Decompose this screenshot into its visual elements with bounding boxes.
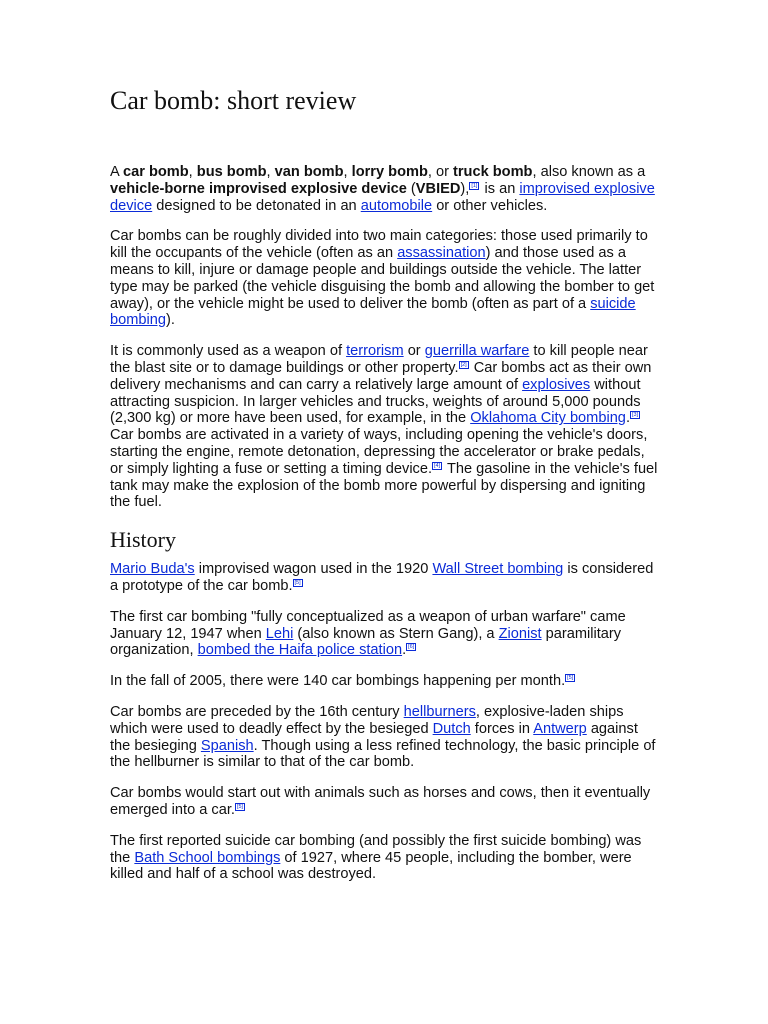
link-hellburners[interactable]: hellburners (403, 703, 476, 720)
citation-link[interactable]: [1] (471, 182, 478, 189)
categories-paragraph: Car bombs can be roughly divided into two main categories: those used primarily to kill the occupants of the vehicle (often as an assassination) and those used as a means to kill, injure or damage people and buildings outside the vehicle. The latter type may be parked (the vehicle disguising the bomb and allowing the bomber to get away), or the vehicle might be used to deliver the bomb (often as part of a suicide bombing). (110, 228, 655, 329)
link-dutch[interactable]: Dutch (432, 720, 471, 737)
section-heading-history: History (110, 527, 176, 553)
term-car-bomb: car bomb (122, 164, 189, 180)
page-title: Car bomb: short review (110, 86, 357, 115)
link-automobile[interactable]: automobile (360, 197, 433, 214)
citation-link[interactable]: [5] (236, 803, 244, 810)
link-terrorism[interactable]: terrorism (346, 343, 404, 360)
link-oklahoma-city-bombing[interactable]: Oklahoma City bombing (470, 410, 626, 427)
citation-link[interactable]: [5] (294, 579, 301, 586)
usage-paragraph: It is commonly used as a weapon of terrorism or guerrilla warfare to kill people near the blast site or to damage buildings or other property. [2] Car bombs act as their own delivery mechanisms and can carry a relatively large amount of explosives without attracting suspicion. In larger vehicles and trucks, weights of around 5,000 pounds (2,300 kg) or more have been used, for example, in the Oklahoma City bombing. [3] Car bombs are activated in a variety of ways, including opening the vehicle's doors, starting the engine, remote detonation, depressing the accelerator or brake pedals, or simply lighting a fuse or setting a timing device. [4] The gasoline in the vehicle's fuel tank may make the explosion of the bomb more powerful by dispersing and igniting the fuel. (110, 343, 658, 511)
term-truck-bomb: truck bomb (453, 164, 533, 180)
link-bath-school-bombings[interactable]: Bath School bombings (134, 849, 281, 866)
intro-paragraph: A car bomb, bus bomb, van bomb, lorry bomb, or truck bomb, also known as a vehicle-borne improvised explosive device (VBIED), [1] is an improvised explosive device designed to be detonated in an automobile or other vehicles. (110, 164, 655, 214)
history-paragraph: Car bombs would start out with animals such as horses and cows, then it eventually emerged into a car. [5] (110, 785, 651, 818)
citation-link[interactable]: [5] (567, 675, 574, 682)
link-explosives[interactable]: explosives (522, 376, 591, 393)
link-wall-street-bombing[interactable]: Wall Street bombing (432, 561, 564, 578)
term-van-bomb: van bomb (274, 164, 344, 180)
term-lorry-bomb: lorry bomb (351, 164, 428, 180)
citation-link[interactable]: [3] (632, 412, 639, 419)
link-suicide-bombing[interactable]: suicide bombing (110, 295, 636, 329)
link-assassination[interactable]: assassination (397, 245, 486, 262)
term-bus-bomb: bus bomb (196, 164, 267, 180)
citation-link[interactable]: [6] (408, 644, 415, 651)
history-paragraph: Mario Buda's improvised wagon used in the 1920 Wall Street bombing is considered a prototype of the car bomb. [5] (110, 561, 654, 594)
link-improvised-explosive-device[interactable]: improvised explosive device (110, 180, 655, 214)
term-vbied: VBIED (415, 180, 461, 197)
citation-link[interactable]: [2] (460, 361, 467, 368)
link-antwerp[interactable]: Antwerp (533, 720, 587, 737)
history-paragraph: In the fall of 2005, there were 140 car bombings happening per month. [5] (110, 673, 574, 690)
link-guerrilla-warfare[interactable]: guerrilla warfare (424, 343, 530, 360)
link-zionist[interactable]: Zionist (498, 625, 542, 642)
history-paragraph: The first car bombing "fully conceptualized as a weapon of urban warfare" came January 12, 1947 when Lehi (also known as Stern Gang), a Zionist paramilitary organization, bombed the Haifa police station. [6] (110, 608, 626, 659)
link-lehi[interactable]: Lehi (265, 625, 294, 642)
citation-link[interactable]: [4] (434, 462, 441, 469)
link-mario-buda[interactable]: Mario Buda's (110, 561, 195, 578)
history-paragraph: The first reported suicide car bombing (and possibly the first suicide bombing) was the Bath School bombings of 1927, where 45 people, including the bomber, were killed and half of a school was destroyed. (110, 832, 642, 883)
article-body (110, 86, 658, 897)
link-haifa-police-station[interactable]: bombed the Haifa police station (197, 642, 403, 659)
term-vbied-full: vehicle-borne improvised explosive device (110, 180, 407, 197)
history-paragraph: Car bombs are preceded by the 16th century hellburners, explosive-laden ships which were used to deadly effect by the besieged Dutch forces in Antwerp against the besieging Spanish. Though using a less refined technology, the basic principle of the hellburner is similar to that of the car bomb. (110, 703, 656, 771)
link-spanish[interactable]: Spanish (200, 737, 254, 754)
